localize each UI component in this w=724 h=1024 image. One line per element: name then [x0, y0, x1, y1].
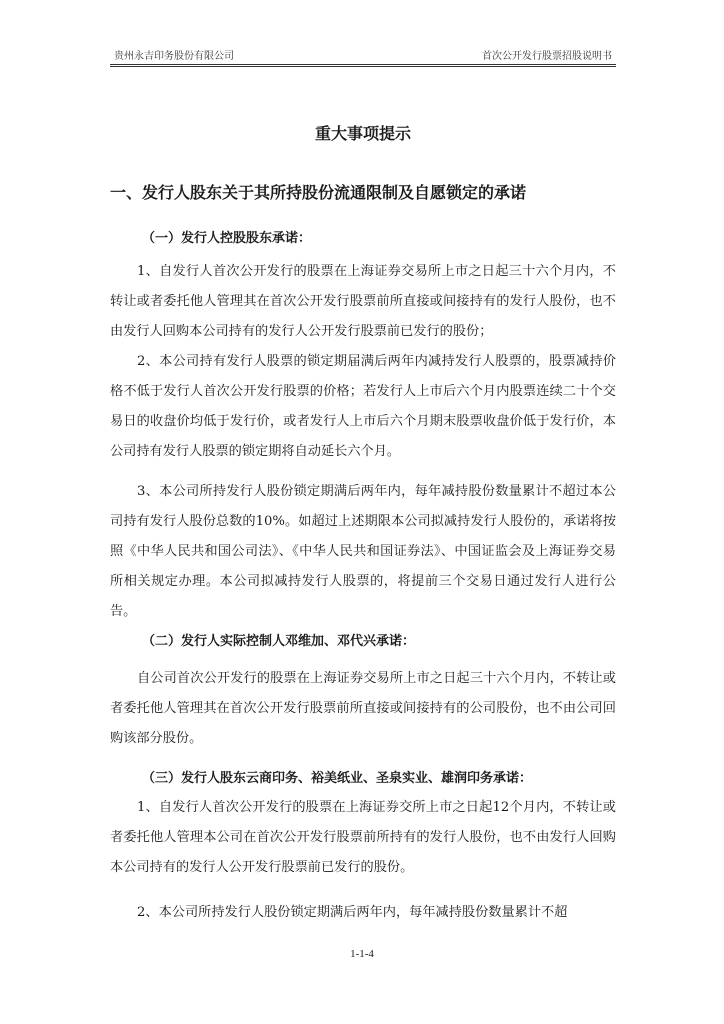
page-header — [110, 48, 616, 65]
subsection-heading-1: （一）发行人控股股东承诺： — [142, 231, 312, 246]
subsection-heading-2: （二）发行人实际控制人邓维加、邓代兴承诺： — [142, 634, 416, 649]
paragraph: 1、自发行人首次公开发行的股票在上海证券交易所上市之日起三十六个月内，不转让或者委托他人管理其在首次公开发行股票前所直接或间接持有的发行人股份，也不由发行人回购本公司持有的发行人公开发行股票前已发行的股份； — [110, 264, 616, 339]
paragraph: 2、本公司持有发行人股票的锁定期届满后两年内减持发行人股票的，股票减持价格不低于发行人首次公开发行股票的价格；若发行人上市后六个月内股票连续二十个交易日的收盘价均低于发行价，或者发行人上市后六个月期末股票收盘价低于发行价，本公司持有发行人股票的锁定期将自动延长六个月。 — [110, 354, 616, 459]
subsection-heading-3: （三）发行人股东云商印务、裕美纸业、圣泉实业、雄润印务承诺： — [142, 771, 533, 786]
page-number: 1-1-4 — [350, 948, 374, 960]
section-heading: 一、发行人股东关于其所持股份流通限制及自愿锁定的承诺 — [110, 183, 527, 202]
paragraph: 3、本公司所持发行人股份锁定期满后两年内，每年减持股份数量累计不超过本公司持有发行人股份总数的10%。如超过上述期限本公司拟减持发行人股份的，承诺将按照《中华人民共和国公司法》、《中华人民共和国证券法》、中国证监会及上海证券交易所相关规定办理。本公司拟减持发行人股票的，将提前三个交易日通过发行人进行公告。 — [110, 484, 616, 619]
page-title: 重大事项提示 — [314, 124, 411, 143]
header-rule — [110, 66, 616, 67]
header-doc-title: 首次公开发行股票招股说明书 — [482, 51, 612, 62]
header-company: 贵州永吉印务股份有限公司 — [114, 51, 234, 62]
paragraph: 自公司首次公开发行的股票在上海证券交易所上市之日起三十六个月内，不转让或者委托他人管理其在首次公开发行股票前所直接或间接持有的公司股份，也不由公司回购该部分股份。 — [110, 671, 616, 746]
paragraph: 1、自发行人首次公开发行的股票在上海证券交所上市之日起12个月内，不转让或者委托他人管理本公司在首次公开发行股票前所持有的发行人股份，也不由发行人回购本公司持有的发行人公开发行股票前已发行的股份。 — [110, 800, 616, 875]
paragraph: 2、本公司所持发行人股份锁定期满后两年内，每年减持股份数量累计不超 — [137, 905, 568, 920]
